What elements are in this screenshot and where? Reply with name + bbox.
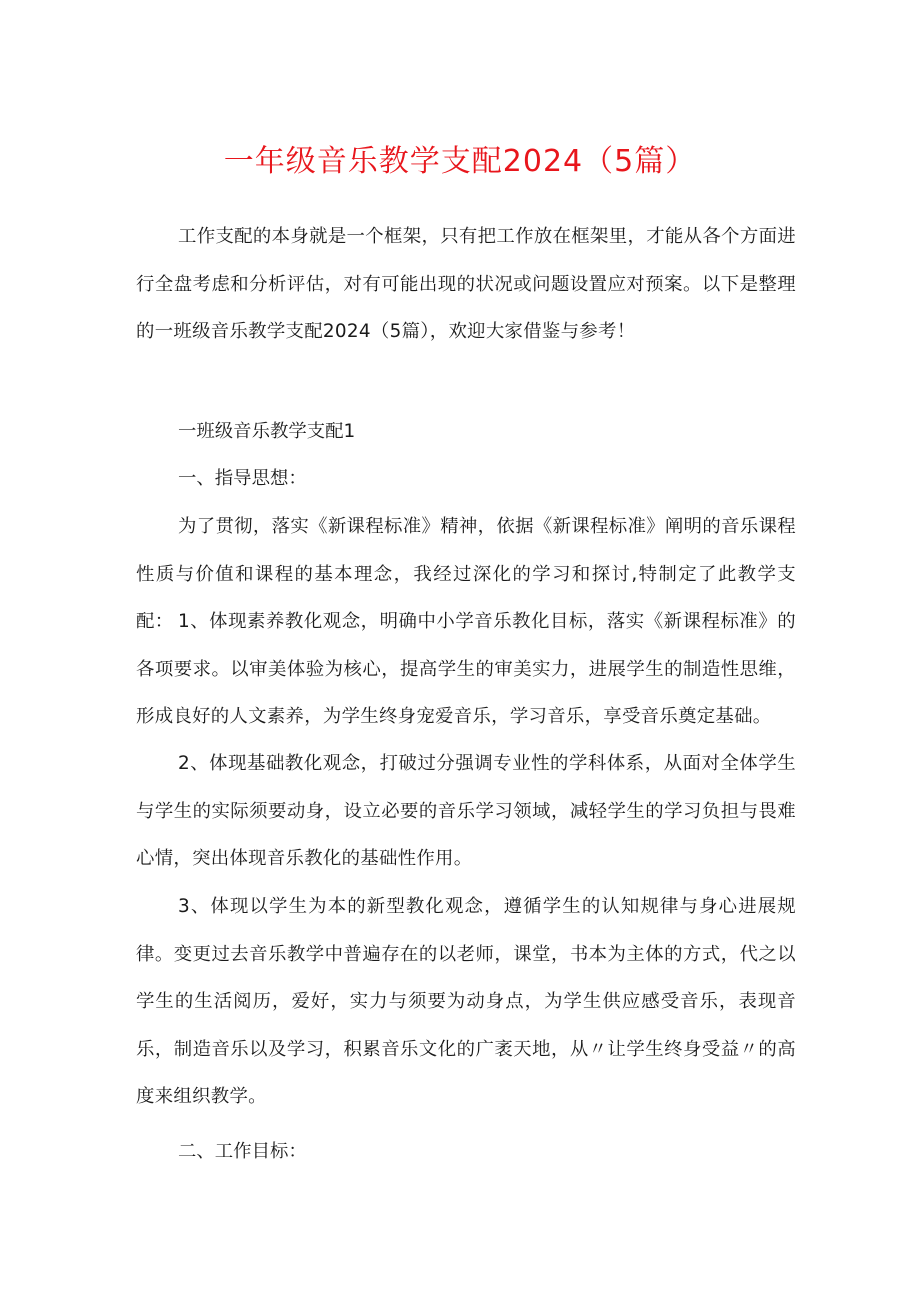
item3-paragraph: 3、体现以学生为本的新型教化观念，遵循学生的认知规律与身心进展规律。变更过去音乐教学中普遍存在的以老师，课堂，书本为主体的方式，代之以学生的生活阅历，爱好，实力与须要为动身点，为学生供应感受音乐，表现音乐，制造音乐以及学习，积累音乐文化的广袤天地，从〃让学生终身受益〃的高度来组织教学。 [136,896,796,1107]
part1-paragraph: 为了贯彻，落实《新课程标准》精神，依据《新课程标准》阐明的音乐课程性质与价值和课程的基本理念，我经过深化的学习和探讨,特制定了此教学支配： [136,516,796,632]
document-title: 一年级音乐教学支配2024（5篇） [223,144,697,179]
item1-paragraph: 1、体现素养教化观念，明确中小学音乐教化目标，落实《新课程标准》的各项要求。以审美体验为核心，提高学生的审美实力，进展学生的制造性思维，形成良好的人文素养，为学生终身宠爱音乐，学习音乐，享受音乐奠定基础。 [136,611,796,727]
section-heading: 一班级音乐教学支配1 [178,421,356,442]
intro-paragraph: 工作支配的本身就是一个框架，只有把工作放在框架里，才能从各个方面进行全盘考虑和分析评估，对有可能出现的状况或问题设置应对预案。以下是整理的一班级音乐教学支配2024（5篇），欢迎大家借鉴与参考！ [136,226,796,342]
part1-heading: 一、指导思想： [178,468,307,489]
part2-heading: 二、工作目标： [178,1141,307,1162]
item2-paragraph: 2、体现基础教化观念，打破过分强调专业性的学科体系，从面对全体学生与学生的实际须要动身，设立必要的音乐学习领域，减轻学生的学习负担与畏难心情，突出体现音乐教化的基础性作用。 [136,753,796,869]
